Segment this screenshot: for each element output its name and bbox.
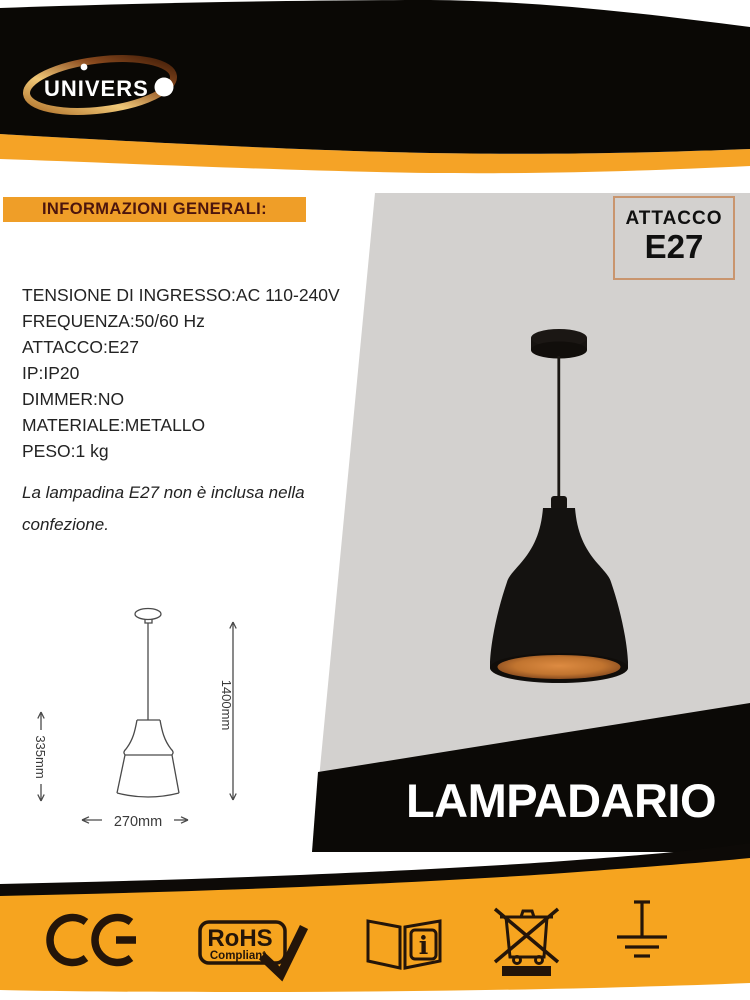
copper-interior: [498, 655, 621, 679]
drawing-shade-outline: [117, 720, 179, 797]
spec-frequenza: FREQUENZA:50/60 Hz: [22, 311, 205, 331]
width-dimension-label: 270mm: [113, 814, 163, 830]
width-dimension: [82, 814, 188, 830]
spec-materiale: MATERIALE:METALLO: [22, 415, 206, 435]
logo-text: UNIVERS: [44, 76, 149, 101]
note-line-2: confezione.: [22, 515, 109, 534]
spec-ip: IP:IP20: [22, 363, 80, 383]
height-dimension-label: 335mm: [33, 735, 48, 779]
cord-dimension-label: 1400mm: [219, 679, 234, 731]
drawing-ceiling-rose: [135, 609, 161, 620]
spec-attacco: ATTACCO:E27: [22, 337, 140, 357]
logo-i-dot: [81, 64, 88, 71]
spec-tensione: TENSIONE DI INGRESSO:AC 110-240V: [22, 285, 340, 305]
note-line-1: La lampadina E27 non è inclusa nella: [22, 483, 305, 502]
rohs-compliant-label: Compliant: [209, 950, 267, 962]
product-title: LAMPADARIO: [405, 773, 717, 827]
info-bar: INFORMAZIONI GENERALI:: [3, 197, 306, 222]
logo-o-dot: [155, 78, 174, 97]
height-dimension: [33, 712, 48, 801]
dimension-drawing: [33, 609, 236, 831]
spec-list: [22, 282, 352, 464]
rohs-label: RoHS: [207, 925, 273, 952]
spec-dimmer: DIMMER:NO: [22, 389, 125, 409]
manual-i-letter: i: [418, 931, 429, 960]
bulb-not-included-note: [22, 477, 332, 541]
attacco-e27-box: [613, 196, 735, 280]
spec-peso: PESO:1 kg: [22, 441, 109, 461]
attacco-box-value: E27: [644, 228, 704, 265]
cord-dimension: [219, 622, 236, 800]
lamp-cord: [557, 356, 560, 502]
socket-cover: [551, 496, 567, 510]
canopy-bottom: [531, 342, 587, 359]
attacco-box-label: ATTACCO: [625, 208, 723, 229]
